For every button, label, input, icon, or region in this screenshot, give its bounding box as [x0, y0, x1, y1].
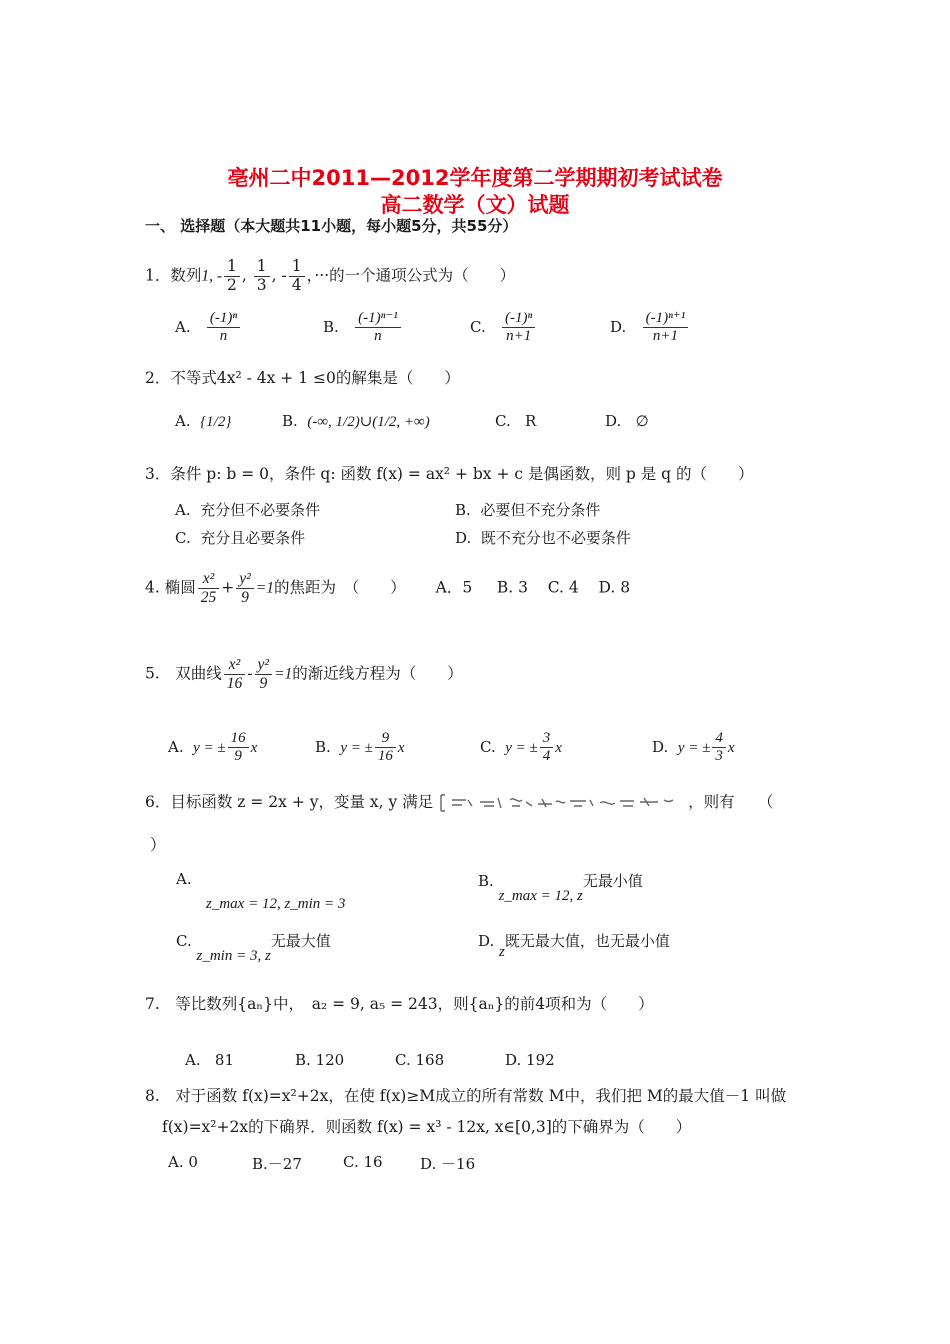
q3-option-d: D. 既不充分也不必要条件 — [455, 529, 631, 547]
q2-option-b: B. (-∞, 1/2)∪(1/2, +∞) — [282, 412, 430, 430]
q6-stem-cont: ） — [150, 836, 166, 854]
q7-option-b: B. 120 — [295, 1051, 345, 1069]
q7-option-d: D. 192 — [505, 1051, 555, 1069]
q7-option-c: C. 168 — [395, 1051, 445, 1069]
q5-option-d: D. y = ± $\frac{4}{3}$ x — [652, 730, 735, 765]
q1-frac-third: $\frac{1}{3}$ — [254, 258, 270, 295]
section-heading: 一、 选择题（本大题共11小题，每小题5分，共55分） — [145, 217, 518, 235]
q8-option-c: C. 16 — [343, 1153, 383, 1171]
q4-option-c: C. 4 — [547, 578, 579, 597]
q5-option-a: A. y = ± $\frac{16}{9}$ x — [168, 730, 258, 765]
q3-option-c: C. 充分且必要条件 — [175, 529, 306, 547]
q2-option-c: C. R — [495, 412, 537, 430]
q1-prefix: 1．数列 — [145, 266, 202, 285]
q5-option-c: C. y = ± $\frac{3}{4}$ x — [480, 730, 562, 765]
exam-subtitle: 高二数学（文）试题 — [380, 193, 570, 217]
q1-frac-half: $\frac{1}{2}$ — [224, 258, 240, 295]
q2-option-a: A. {1/2} — [175, 412, 232, 430]
question-6-stem: 6．目标函数 z = 2x + y，变量 x, y 满足 ，则有 （ — [145, 790, 773, 814]
q7-option-a: A. 81 — [185, 1051, 235, 1069]
q2-option-d: D. ∅ — [605, 412, 649, 430]
q8-option-a: A. 0 — [168, 1153, 198, 1171]
q4-option-d: D. 8 — [598, 578, 631, 597]
question-5-stem: 5. 双曲线 $\frac{\text{x²}}{16}$ - $\frac{\text{y²}}{9}$ =1的渐近线方程为（ ） — [145, 656, 463, 692]
q4-frac-y: $\frac{\text{y²}}{9}$ — [236, 570, 254, 607]
q4-option-a: A．5 — [435, 578, 473, 597]
q5-option-b: B. y = ± $\frac{9}{16}$ x — [315, 730, 405, 765]
exam-title: 亳州二中2011—2012学年度第二学期期初考试试卷 — [227, 166, 723, 190]
q6-option-c: C. z_min = 3, z无最大值 — [176, 932, 331, 964]
q4-frac-x: $\frac{\text{x²}}{25}$ — [198, 570, 220, 607]
q5-frac-y: $\frac{\text{y²}}{9}$ — [255, 656, 273, 693]
q1-option-b: B. $\frac{\text{(-1)ⁿ⁻¹}}{n}$ — [323, 310, 403, 346]
q8-option-d: D. －16 — [420, 1155, 476, 1173]
q1-option-c: C. $\frac{\text{(-1)ⁿ}}{n+1}$ — [470, 310, 537, 346]
question-4-stem: 4. 椭圆 $\frac{\text{x²}}{25}$ + $\frac{\text{y²}}{9}$ =1的焦距为 （ ） A．5 B. 3 C. 4 D. 8 — [145, 570, 631, 606]
q5-frac-x: $\frac{\text{x²}}{16}$ — [224, 656, 246, 693]
question-1-stem: 1．数列1, - $\frac{1}{2}$ , $\frac{1}{3}$ , - $\frac{1}{4}$ ，···的一个通项公式为（ ） — [145, 257, 516, 294]
question-3-stem: 3．条件 p: b = 0，条件 q: 函数 f(x) = ax² + bx + c 是偶函数，则 p 是 q 的（ ） — [145, 465, 754, 483]
question-8-line-2: f(x)=x²+2x的下确界．则函数 f(x) = x³ - 12x, x∈[0,3]的下确界为（ ） — [162, 1118, 692, 1136]
q1-option-a: A. $\frac{\text{(-1)ⁿ}}{n}$ — [175, 310, 242, 346]
q1-suffix: ，···的一个通项公式为（ ） — [306, 266, 516, 285]
q1-frac-quarter: $\frac{1}{4}$ — [289, 258, 305, 295]
q4-option-b: B. 3 — [496, 578, 528, 597]
q1-option-d: D. $\frac{\text{(-1)ⁿ⁺¹}}{n+1}$ — [610, 310, 690, 346]
q6-option-d: D. z既无最大值，也无最小值 — [478, 932, 670, 960]
q3-option-b: B. 必要但不充分条件 — [455, 501, 601, 519]
q6-option-a: A. z_max = 12, z_min = 3 — [176, 870, 346, 912]
question-7-stem: 7. 等比数列{aₙ}中， a₂ = 9, a₅ = 243，则{aₙ}的前4项和为（ ） — [145, 995, 654, 1013]
q3-option-a: A. 充分但不必要条件 — [175, 501, 321, 519]
q6-option-b: B. z_max = 12, z无最小值 — [478, 872, 643, 904]
constraint-image — [438, 792, 683, 814]
question-8-line-1: 8. 对于函数 f(x)=x²+2x，在使 f(x)≥M成立的所有常数 M中，我们把 M的最大值－1 叫做 — [145, 1087, 787, 1105]
question-2-stem: 2．不等式4x² - 4x + 1 ≤0的解集是（ ） — [145, 369, 460, 387]
q8-option-b: B.－27 — [252, 1155, 302, 1173]
q1-seq-start: 1, - — [201, 267, 223, 285]
